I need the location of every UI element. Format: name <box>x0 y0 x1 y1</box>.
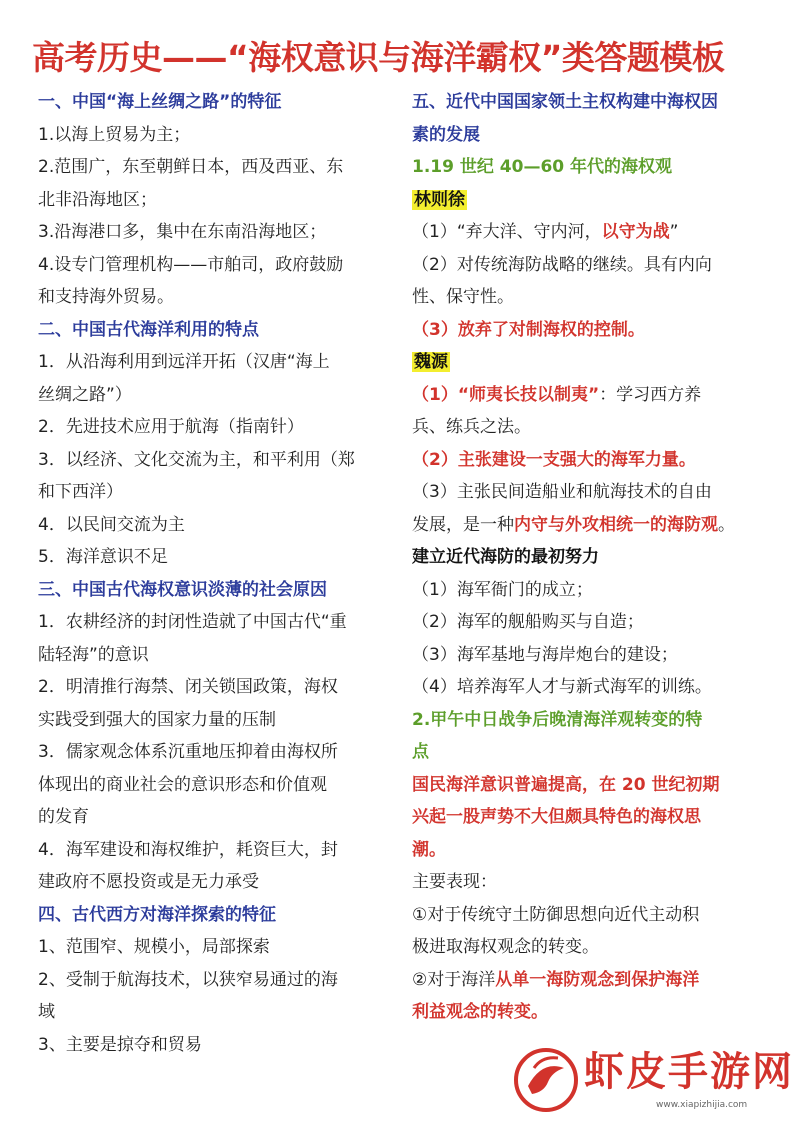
text-line <box>38 119 390 152</box>
text-line <box>412 249 774 282</box>
text-line <box>38 834 390 867</box>
line-text: 建政府不愿投资或是无力承受 <box>38 872 259 892</box>
heading-text: 素的发展 <box>412 124 480 145</box>
text-line <box>412 606 774 639</box>
watermark-url: www.xiapizhijia.com <box>656 1100 748 1110</box>
text-line <box>412 801 774 834</box>
text-line <box>412 444 774 477</box>
text-line <box>412 509 774 542</box>
text-line <box>38 704 390 737</box>
line-text: 发展，是一种 <box>412 514 514 535</box>
line-text: 1．农耕经济的封闭性造就了中国古代“重 <box>38 612 347 632</box>
line-text: 3．以经济、文化交流为主，和平利用（郑 <box>38 449 355 470</box>
text-line <box>38 86 390 119</box>
left-column <box>38 86 390 1061</box>
line-text: 1．从沿海利用到远洋开拓（汉唐“海上 <box>38 352 330 372</box>
heading-text: （3）放弃了对制海权的控制。 <box>412 319 645 340</box>
line-text: 2．明清推行海禁、闭关锁国政策，海权 <box>38 677 338 697</box>
text-line <box>38 1029 390 1062</box>
heading-text: 国民海洋意识普遍提高，在 20 世纪初期 <box>412 774 720 795</box>
heading-text: 潮。 <box>412 839 446 860</box>
text-line <box>412 476 774 509</box>
text-line <box>412 151 774 184</box>
heading-text: （2）主张建设一支强大的海军力量。 <box>412 449 696 470</box>
text-line <box>412 671 774 704</box>
text-line <box>412 119 774 152</box>
line-text: （1）“弃大洋、守内河， <box>412 222 602 242</box>
text-line <box>412 736 774 769</box>
heading-text: 二、中国古代海洋利用的特点 <box>38 319 259 340</box>
line-text: ①对于传统守土防御思想向近代主动积 <box>412 904 700 925</box>
line-text: 性、保守性。 <box>412 287 514 307</box>
text-line <box>412 704 774 737</box>
text-line <box>38 151 390 184</box>
text-line <box>412 769 774 802</box>
line-text: （3）主张民间造船业和航海技术的自由 <box>412 482 712 502</box>
text-line <box>38 769 390 802</box>
text-line <box>38 899 390 932</box>
text-line <box>38 671 390 704</box>
text-line <box>412 411 774 444</box>
text-line <box>412 996 774 1029</box>
line-text: 的发育 <box>38 807 89 827</box>
heading-text: 三、中国古代海权意识淡薄的社会原因 <box>38 579 327 600</box>
line-text: 5．海洋意识不足 <box>38 547 168 567</box>
heading-text: 点 <box>412 742 429 762</box>
text-line <box>412 899 774 932</box>
text-line <box>38 411 390 444</box>
text-line <box>412 86 774 119</box>
text-line <box>412 184 774 217</box>
text-line <box>38 931 390 964</box>
line-text: 3．儒家观念体系沉重地压抑着由海权所 <box>38 742 338 762</box>
line-text: 1.以海上贸易为主； <box>38 124 191 145</box>
text-line <box>412 314 774 347</box>
page-title: 高考历史——“海权意识与海洋霸权”类答题模板 <box>32 38 725 77</box>
emphasis-text: 从单一海防观念到保护海洋 <box>495 969 700 990</box>
heading-text: 建立近代海防的最初努力 <box>412 547 599 567</box>
line-text: 2.范围广，东至朝鲜日本，西及西亚、东 <box>38 157 344 177</box>
line-text: 体现出的商业社会的意识形态和价值观 <box>38 774 327 795</box>
heading-text: 一、中国“海上丝绸之路”的特征 <box>38 92 282 112</box>
text-line <box>38 444 390 477</box>
line-text: 1、范围窄、规模小，局部探索 <box>38 937 270 957</box>
watermark-text: 虾皮手游网 <box>584 1049 794 1095</box>
line-text: 3、主要是掠夺和贸易 <box>38 1034 202 1055</box>
line-text: （3）海军基地与海岸炮台的建设； <box>412 644 678 665</box>
text-line <box>38 281 390 314</box>
text-line <box>412 834 774 867</box>
text-line <box>38 216 390 249</box>
emphasis-text: 以守为战 <box>601 222 670 242</box>
emphasis-text: 内守与外攻相统一的海防观 <box>514 514 718 535</box>
text-line <box>38 184 390 217</box>
heading-text: 利益观念的转变。 <box>412 1002 548 1022</box>
line-text: ②对于海洋 <box>412 969 496 990</box>
line-text: （1）海军衙门的成立； <box>412 579 593 600</box>
text-line <box>38 866 390 899</box>
text-line <box>38 736 390 769</box>
text-line <box>38 249 390 282</box>
text-line <box>38 476 390 509</box>
text-line <box>38 541 390 574</box>
line-text: 4．以民间交流为主 <box>38 514 185 535</box>
text-line <box>38 346 390 379</box>
line-text: 。 <box>718 514 735 535</box>
right-column <box>412 86 774 1029</box>
text-line <box>412 639 774 672</box>
line-text: 4.设专门管理机构——市舶司，政府鼓励 <box>38 254 344 275</box>
line-text: （4）培养海军人才与新式海军的训练。 <box>412 677 712 697</box>
line-text: （2）对传统海防战略的继续。具有内向 <box>412 254 712 275</box>
line-text: 和下西洋） <box>38 482 123 502</box>
line-text: 4．海军建设和海权维护，耗资巨大，封 <box>38 839 338 860</box>
text-line <box>412 964 774 997</box>
text-line <box>38 379 390 412</box>
heading-text: 四、古代西方对海洋探索的特征 <box>38 904 276 925</box>
text-line <box>412 281 774 314</box>
line-text: （2）海军的舰船购买与自造； <box>412 612 644 632</box>
line-text: 兵、练兵之法。 <box>412 417 531 437</box>
text-line <box>412 379 774 412</box>
line-text: 北非沿海地区； <box>38 189 157 210</box>
line-text: ：学习西方养 <box>599 384 702 405</box>
line-text: 极进取海权观念的转变。 <box>412 937 599 957</box>
text-line <box>38 574 390 607</box>
site-watermark <box>506 1040 794 1118</box>
heading-text: 五、近代中国国家领土主权构建中海权因 <box>412 92 718 112</box>
text-line <box>38 964 390 997</box>
text-line <box>412 541 774 574</box>
line-text: ” <box>669 222 679 242</box>
text-line <box>38 996 390 1029</box>
line-text: 实践受到强大的国家力量的压制 <box>38 709 276 730</box>
emphasis-text: （1）“师夷长技以制夷” <box>412 384 600 405</box>
line-text: 域 <box>38 1002 55 1022</box>
heading-text: 兴起一股声势不大但颇具特色的海权思 <box>412 807 701 827</box>
line-text: 和支持海外贸易。 <box>38 287 174 307</box>
text-line <box>38 639 390 672</box>
line-text: 3.沿海港口多，集中在东南沿海地区； <box>38 222 327 242</box>
line-text: 2、受制于航海技术，以狭窄易通过的海 <box>38 969 338 990</box>
text-line <box>412 216 774 249</box>
line-text: 2．先进技术应用于航海（指南针） <box>38 417 304 437</box>
text-line <box>38 606 390 639</box>
text-line <box>412 574 774 607</box>
heading-text: 林则徐 <box>414 189 465 210</box>
line-text: 丝绸之路”） <box>38 384 132 405</box>
heading-text: 魏源 <box>414 352 448 372</box>
heading-text: 1.19 世纪 40—60 年代的海权观 <box>412 157 673 177</box>
text-line <box>38 314 390 347</box>
text-line <box>412 931 774 964</box>
text-line <box>412 866 774 899</box>
line-text: 陆轻海”的意识 <box>38 644 149 665</box>
heading-text: 2.甲午中日战争后晚清海洋观转变的特 <box>412 709 703 730</box>
shrimp-logo-icon <box>512 1046 580 1112</box>
text-line <box>412 346 774 379</box>
text-line <box>38 509 390 542</box>
text-line <box>38 801 390 834</box>
line-text: 主要表现： <box>412 872 497 892</box>
